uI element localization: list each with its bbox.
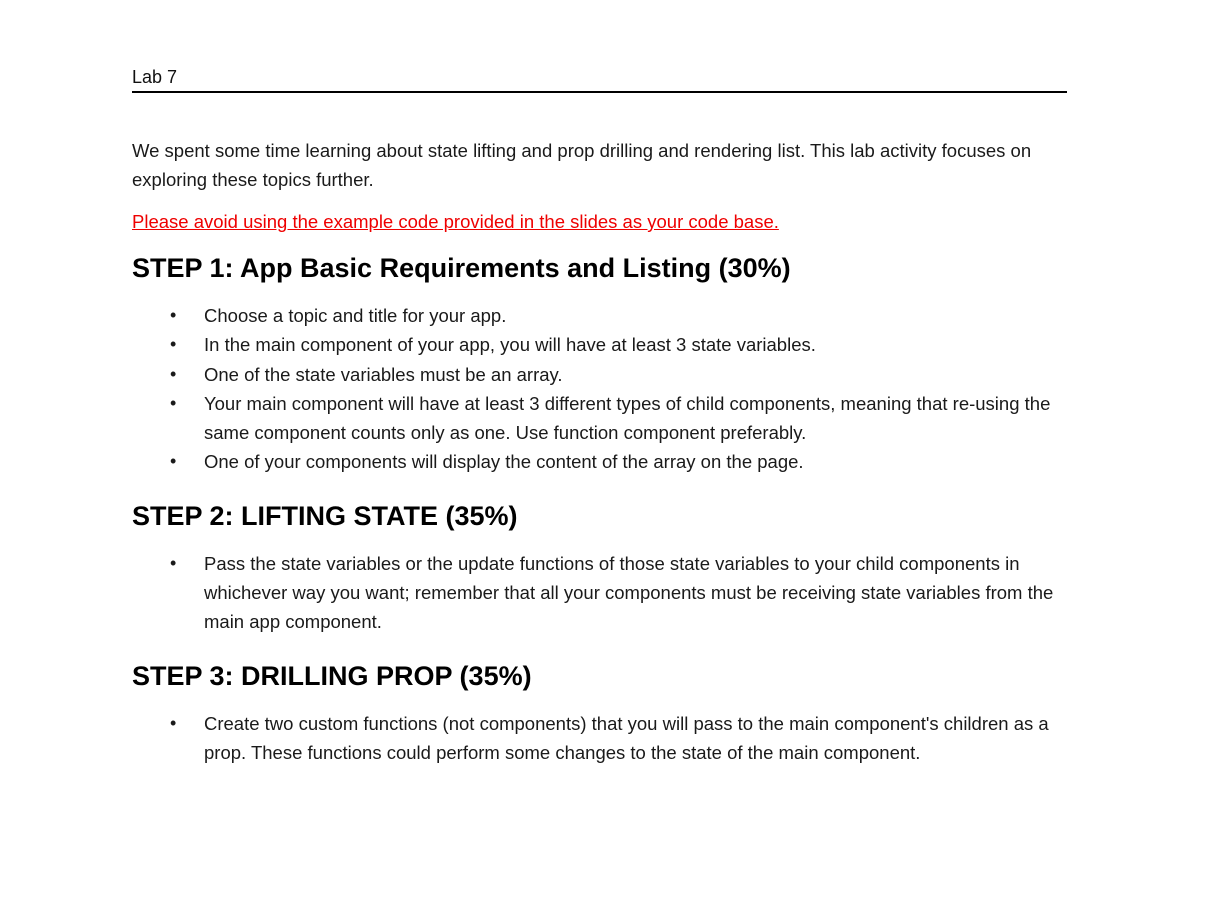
list-item-text: Pass the state variables or the update functions of those state variables to your child components in whichever way you want; remember that all your components must be receiving state variables from the main app component.	[204, 552, 1054, 633]
step-2-list	[132, 549, 1067, 637]
list-item	[132, 549, 1067, 637]
list-item-text: Create two custom functions (not components) that you will pass to the main component's children as a prop. These functions could perform some changes to the state of the main component.	[204, 712, 1049, 763]
step-3-heading: STEP 3: DRILLING PROP (35%)	[132, 660, 532, 691]
intro-paragraph: We spent some time learning about state lifting and prop drilling and rendering list. This lab activity focuses on exploring these topics further.	[132, 140, 1032, 190]
warning-notice: Please avoid using the example code provided in the slides as your code base.	[132, 211, 779, 232]
bullet-icon: •	[170, 334, 177, 355]
bullet-icon: •	[170, 552, 177, 573]
bullet-icon: •	[170, 392, 177, 413]
document-body	[132, 136, 1067, 767]
bullet-icon: •	[170, 451, 177, 472]
list-item-text: One of the state variables must be an array.	[204, 363, 563, 385]
list-item	[132, 389, 1067, 448]
header-title: Lab 7	[132, 67, 178, 87]
list-item	[132, 447, 1067, 476]
step-3-list	[132, 709, 1067, 768]
list-item	[132, 360, 1067, 389]
bullet-icon: •	[170, 305, 177, 325]
list-item-text: Your main component will have at least 3 different types of child components, meaning that re-using the same component counts only as one. Use function component preferably.	[204, 392, 1051, 444]
list-item	[132, 709, 1067, 768]
list-item	[132, 330, 1067, 359]
bullet-icon: •	[170, 363, 177, 384]
list-item-text: One of your components will display the content of the array on the page.	[204, 451, 804, 473]
page-header	[132, 66, 1067, 93]
bullet-icon: •	[170, 712, 177, 733]
step-1-list	[132, 301, 1067, 477]
step-1-heading: STEP 1: App Basic Requirements and Listing (30%)	[132, 253, 791, 283]
list-item-text: Choose a topic and title for your app.	[204, 305, 507, 326]
list-item	[132, 301, 1067, 330]
document-page	[132, 0, 1067, 904]
step-2-heading: STEP 2: LIFTING STATE (35%)	[132, 500, 518, 531]
list-item-text: In the main component of your app, you will have at least 3 state variables.	[204, 334, 816, 356]
